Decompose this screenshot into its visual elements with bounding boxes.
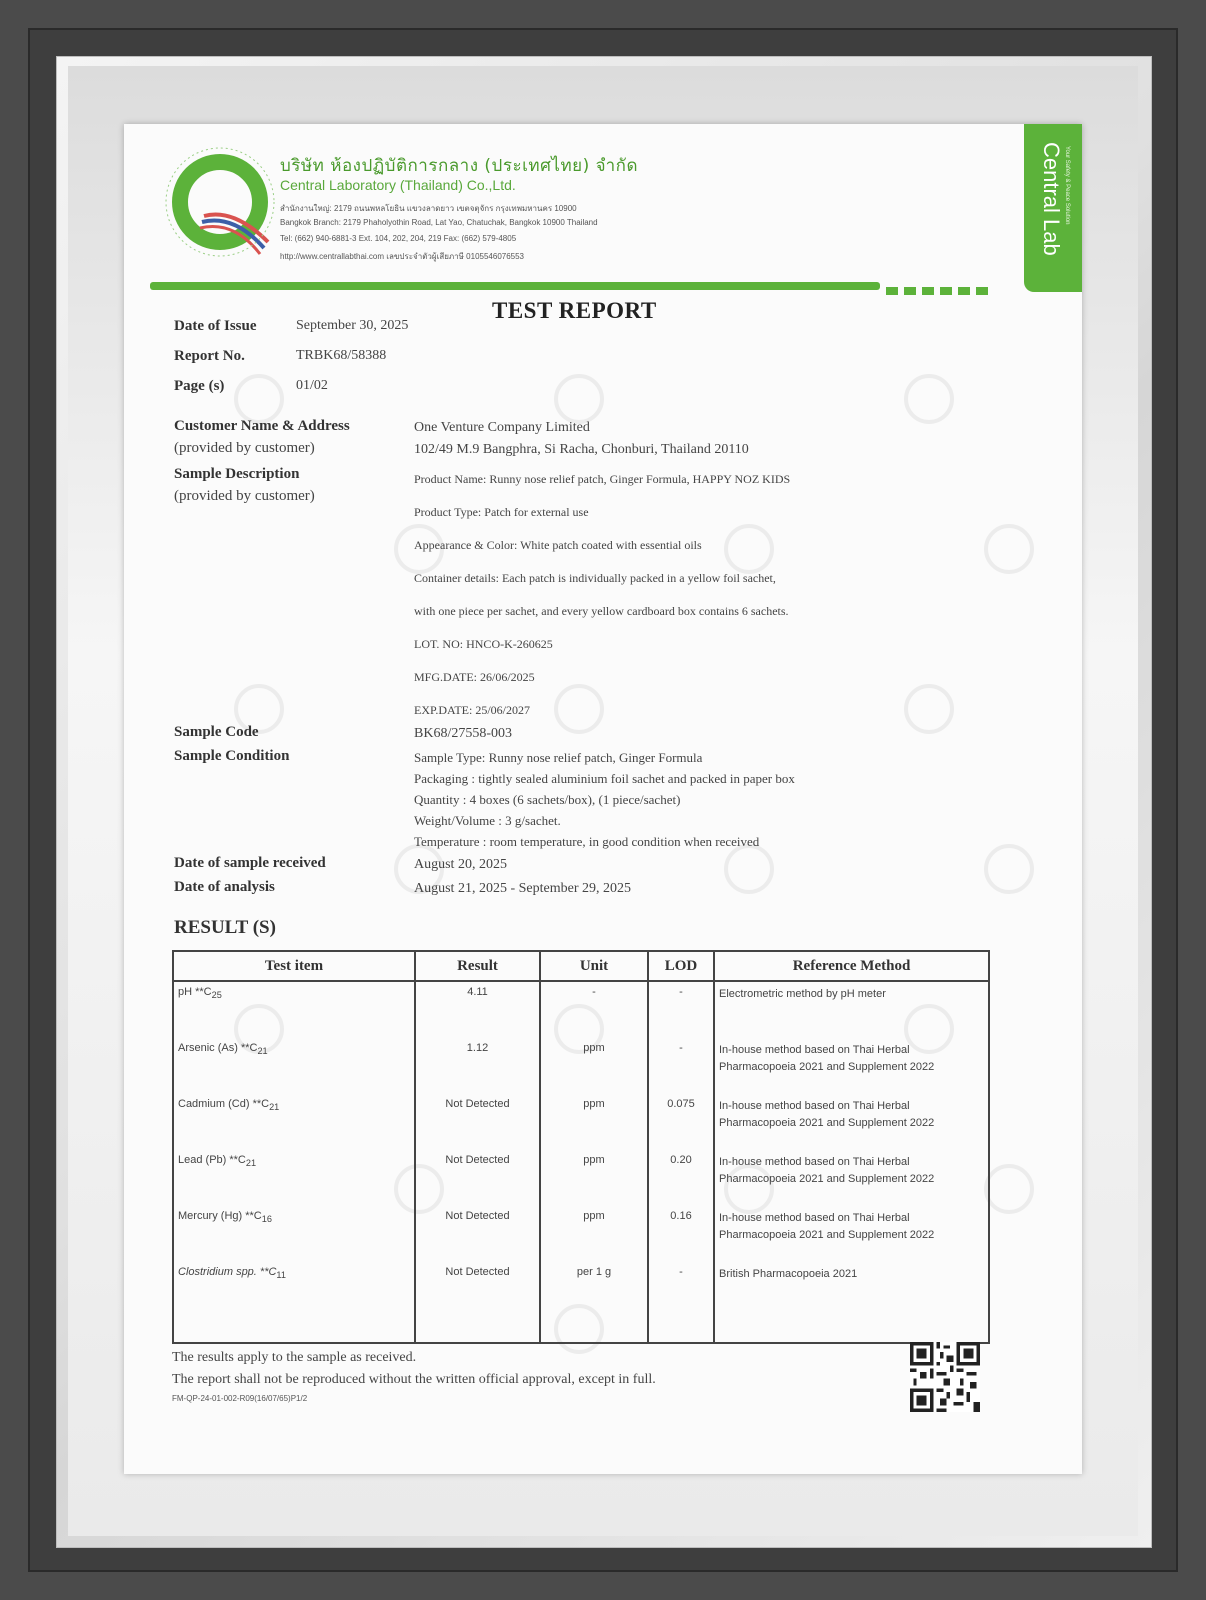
table-row — [173, 1038, 989, 1094]
unit-value: per 1 g — [540, 1262, 648, 1318]
reference-method: In-house method based on Thai Herbal Pharmacopoeia 2021 and Supplement 2022 — [714, 1094, 989, 1150]
reference-method: Electrometric method by pH meter — [714, 981, 989, 1038]
date-analysis-value: August 21, 2025 - September 29, 2025 — [414, 881, 631, 896]
mfg-date: MFG.DATE: 26/06/2025 — [414, 670, 535, 684]
result-value: Not Detected — [415, 1150, 540, 1206]
sample-type: Sample Type: Runny nose relief patch, Ginger Formula — [414, 750, 703, 765]
form-code: FM-QP-24-01-002-R09(16/07/65)P1/2 — [172, 1394, 308, 1403]
date-received-value: August 20, 2025 — [414, 857, 507, 872]
results-table — [172, 950, 990, 1344]
customer-sublabel: (provided by customer) — [174, 440, 315, 456]
report-no-label: Report No. — [174, 348, 245, 364]
test-item: Arsenic (As) $**C_{21}$ — [173, 1038, 415, 1094]
lod-value: - — [648, 981, 714, 1038]
report-title: TEST REPORT — [492, 298, 657, 323]
sample-description-sublabel: (provided by customer) — [174, 488, 315, 504]
sample-code-label: Sample Code — [174, 724, 259, 740]
contact-line: Tel: (662) 940-6881-3 Ext. 104, 202, 204, 219 Fax: (662) 579-4805 — [280, 234, 517, 243]
customer-label: Customer Name & Address — [174, 418, 350, 434]
qr-code-icon — [910, 1342, 980, 1412]
date-received-label: Date of sample received — [174, 855, 326, 871]
side-tab-title: Central Lab — [1039, 142, 1064, 256]
page-value: 01/02 — [296, 378, 328, 393]
column-header: Result — [415, 951, 540, 981]
sample-description-label: Sample Description — [174, 466, 300, 482]
test-item: Cadmium (Cd) $**C_{21}$ — [173, 1094, 415, 1150]
table-filler-row — [173, 1318, 989, 1343]
column-header: Test item — [173, 951, 415, 981]
result-value: Not Detected — [415, 1206, 540, 1262]
test-item: Lead (Pb) $**C_{21}$ — [173, 1150, 415, 1206]
reference-method: British Pharmacopoeia 2021 — [714, 1262, 989, 1318]
container-details: Container details: Each patch is individually packed in a yellow foil sachet, — [414, 571, 776, 585]
table-row — [173, 1094, 989, 1150]
quantity: Quantity : 4 boxes (6 sachets/box), (1 piece/sachet) — [414, 792, 681, 807]
column-header: Reference Method — [714, 951, 989, 981]
page-label: Page (s) — [174, 378, 225, 394]
test-item: pH $**C_{25}$ — [173, 981, 415, 1038]
lod-value: - — [648, 1038, 714, 1094]
reference-method: In-house method based on Thai Herbal Pharmacopoeia 2021 and Supplement 2022 — [714, 1038, 989, 1094]
header-divider-dots — [886, 282, 994, 290]
temperature: Temperature : room temperature, in good condition when received — [414, 834, 760, 849]
result-value: Not Detected — [415, 1262, 540, 1318]
sample-code-value: BK68/27558-003 — [414, 726, 512, 741]
product-type: Product Type: Patch for external use — [414, 505, 589, 519]
unit-value: - — [540, 981, 648, 1038]
table-row — [173, 1262, 989, 1318]
column-header: LOD — [648, 951, 714, 981]
test-item: Clostridium spp. $**C_{11}$ — [173, 1262, 415, 1318]
side-tab-tagline: Your Safety & Peace Solution — [1064, 146, 1070, 225]
footer-note: The results apply to the sample as received. — [172, 1350, 417, 1365]
report-no-value: TRBK68/58388 — [296, 348, 387, 363]
address-line: Bangkok Branch: 2179 Phaholyothin Road, Lat Yao, Chatuchak, Bangkok 10900 Thailand — [280, 218, 598, 227]
footer-note: The report shall not be reproduced without the written official approval, except in full. — [172, 1372, 656, 1387]
product-name: Product Name: Runny nose relief patch, Ginger Formula, HAPPY NOZ KIDS — [414, 472, 791, 486]
company-name-thai: บริษัท ห้องปฏิบัติการกลาง (ประเทศไทย) จำกัด — [280, 156, 639, 176]
lod-value: 0.16 — [648, 1206, 714, 1262]
sample-condition-label: Sample Condition — [174, 748, 290, 764]
unit-value: ppm — [540, 1038, 648, 1094]
customer-name: One Venture Company Limited — [414, 420, 590, 435]
unit-value: ppm — [540, 1206, 648, 1262]
date-of-issue-label: Date of Issue — [174, 318, 257, 334]
result-value: Not Detected — [415, 1094, 540, 1150]
container-details-cont: with one piece per sachet, and every yellow cardboard box contains 6 sachets. — [414, 604, 789, 618]
lod-value: 0.20 — [648, 1150, 714, 1206]
central-lab-logo — [164, 146, 276, 258]
test-report-document — [124, 124, 1082, 1474]
unit-value: ppm — [540, 1150, 648, 1206]
table-row — [173, 981, 989, 1038]
date-of-issue-value: September 30, 2025 — [296, 318, 409, 333]
results-header-row — [173, 951, 989, 981]
unit-value: ppm — [540, 1094, 648, 1150]
test-item: Mercury (Hg) $**C_{16}$ — [173, 1206, 415, 1262]
website-line: http://www.centrallabthai.com เลขประจำตัวผู้เสียภาษี 0105546076553 — [280, 252, 525, 261]
company-name-english: Central Laboratory (Thailand) Co.,Ltd. — [280, 177, 516, 193]
results-heading: RESULT (S) — [174, 917, 276, 938]
lod-value: - — [648, 1262, 714, 1318]
reference-method: In-house method based on Thai Herbal Pharmacopoeia 2021 and Supplement 2022 — [714, 1150, 989, 1206]
table-row — [173, 1206, 989, 1262]
lot-number: LOT. NO: HNCO-K-260625 — [414, 637, 553, 651]
customer-address: 102/49 M.9 Bangphra, Si Racha, Chonburi, Thailand 20110 — [414, 442, 749, 457]
weight-volume: Weight/Volume : 3 g/sachet. — [414, 813, 561, 828]
header-divider — [150, 282, 880, 290]
central-lab-side-tab — [1024, 124, 1082, 292]
date-analysis-label: Date of analysis — [174, 879, 275, 895]
column-header: Unit — [540, 951, 648, 981]
exp-date: EXP.DATE: 25/06/2027 — [414, 703, 531, 717]
reference-method: In-house method based on Thai Herbal Pharmacopoeia 2021 and Supplement 2022 — [714, 1206, 989, 1262]
address-line: สำนักงานใหญ่: 2179 ถนนพหลโยธิน แขวงลาดยาว เขตจตุจักร กรุงเทพมหานคร 10900 — [280, 204, 577, 213]
table-row — [173, 1150, 989, 1206]
appearance-color: Appearance & Color: White patch coated with essential oils — [414, 538, 702, 552]
lod-value: 0.075 — [648, 1094, 714, 1150]
result-value: 4.11 — [415, 981, 540, 1038]
result-value: 1.12 — [415, 1038, 540, 1094]
packaging: Packaging : tightly sealed aluminium foil sachet and packed in paper box — [414, 771, 795, 786]
